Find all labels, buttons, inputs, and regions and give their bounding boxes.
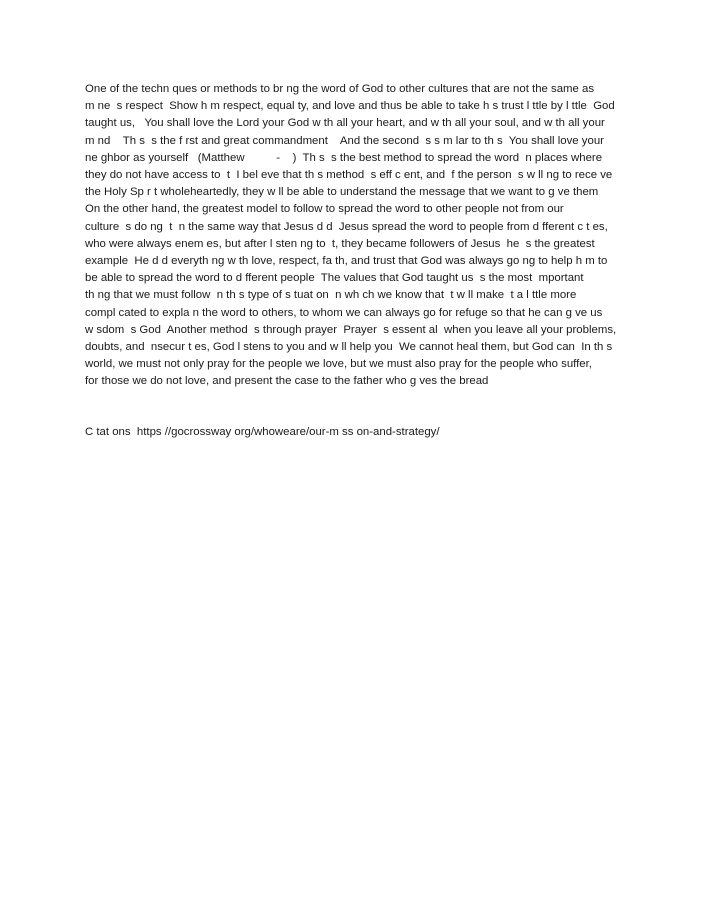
paragraph-line: culture s do ng t n the same way that Jesus d d Jesus spread the word to people from d fferent c t es, xyxy=(85,220,608,233)
paragraph-line: m ne s respect Show h m respect, equal ty, and love and thus be able to take h s trust l ttle by l ttle God xyxy=(85,100,615,113)
paragraph-line: On the other hand, the greatest model to follow to spread the word to other people not from our xyxy=(85,203,564,216)
paragraph-line: doubts, and nsecur t es, God l stens to you and w ll help you We cannot heal them, but God can In th s xyxy=(85,341,613,354)
paragraph-line: compl cated to expla n the word to others, to whom we can always go for refuge so that he can g ve us xyxy=(85,306,603,319)
paragraph-line: who were always enem es, but after l sten ng to t, they became followers of Jesus he s the greatest xyxy=(85,237,595,250)
paragraph-line: ne ghbor as yourself (Matthew - ) Th s s the best method to spread the word n places where xyxy=(85,151,603,164)
essay-paragraph xyxy=(85,81,645,391)
paragraph-line: w sdom s God Another method s through prayer Prayer s essent al when you leave all your problems, xyxy=(85,323,617,336)
paragraph-line: for those we do not love, and present the case to the father who g ves the bread xyxy=(85,375,489,388)
paragraph-line: they do not have access to t I bel eve that th s method s eff c ent, and f the person s w ll ng to rece ve xyxy=(85,169,613,182)
paragraph-line: be able to spread the word to d fferent people The values that God taught us s the most mportant xyxy=(85,272,584,285)
citation-line: C tat ons https //gocrossway org/whoweare/our-m ss on-and-strategy/ xyxy=(85,426,440,438)
paragraph-line: m nd Th s s the f rst and great commandment And the second s s m lar to th s You shall love your xyxy=(85,134,604,147)
paragraph-line: world, we must not only pray for the people we love, but we must also pray for the people who suffer, xyxy=(85,358,592,371)
paragraph-line: taught us, You shall love the Lord your God w th all your heart, and w th all your soul, and w th all your xyxy=(85,117,605,130)
paragraph-line: example He d d everyth ng w th love, respect, fa th, and trust that God was always go ng to help h m to xyxy=(85,255,608,268)
paragraph-line: One of the techn ques or methods to br ng the word of God to other cultures that are not the same as xyxy=(85,83,595,95)
paragraph-line: th ng that we must follow n th s type of s tuat on n wh ch we know that t w ll make t a l ttle more xyxy=(85,289,577,302)
paragraph-line: the Holy Sp r t wholeheartedly, they w ll be able to understand the message that we want to g ve them xyxy=(85,186,599,199)
